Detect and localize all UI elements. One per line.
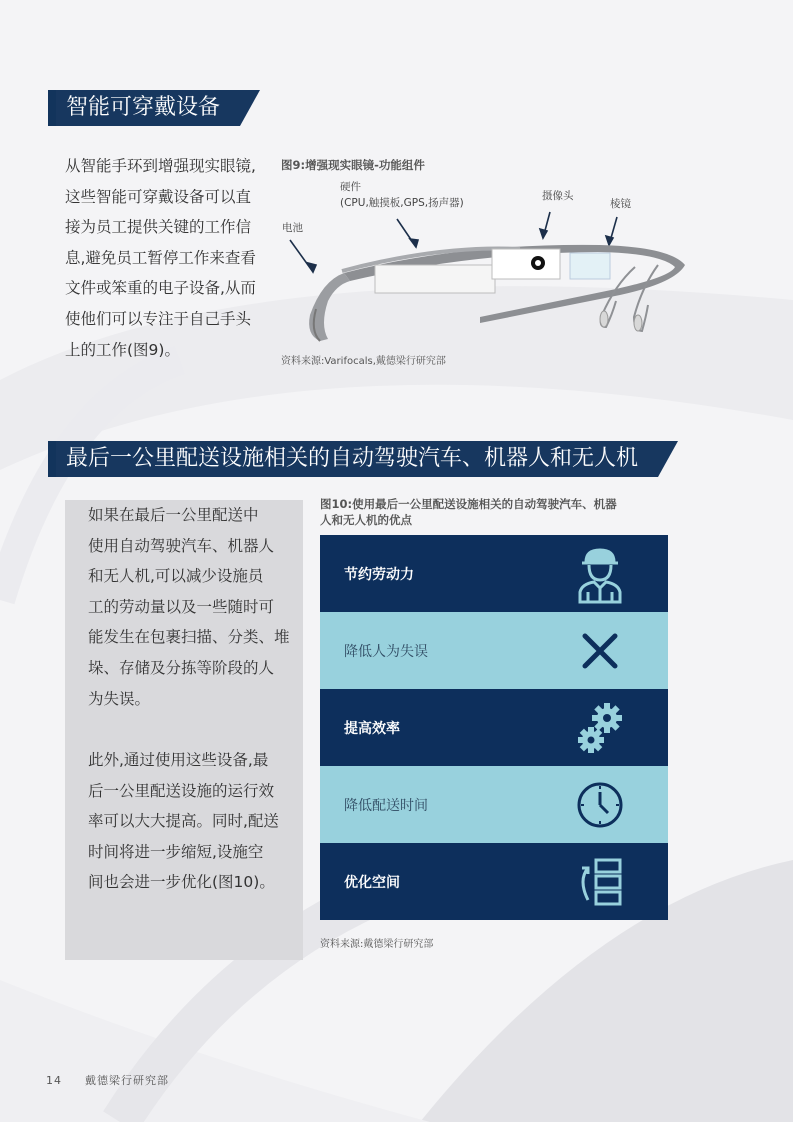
figure10-caption-line2: 人和无人机的优点 [320, 513, 412, 527]
benefit-row-delivery-time [320, 766, 668, 843]
section-title-wearables [48, 90, 260, 126]
wearables-paragraph [65, 151, 256, 365]
section-title-last-mile [48, 441, 678, 477]
label-hardware-line1: 硬件 [340, 181, 361, 193]
text-line: 如果在最后一公里配送中 [88, 506, 259, 524]
text-line: 间也会进一步优化(图10)。 [88, 873, 275, 892]
text-line: 文件或笨重的电子设备,从而 [65, 279, 256, 298]
figure9-caption: 图9:增强现实眼镜-功能组件 [281, 158, 425, 172]
last-mile-paragraph-1 [88, 500, 290, 714]
benefit-label: 提高效率 [344, 720, 400, 737]
text-line: 能发生在包裹扫描、分类、堆 [88, 628, 290, 647]
footer-org-name: 戴德梁行研究部 [85, 1074, 169, 1087]
benefit-row-labor [320, 535, 668, 612]
benefit-label: 优化空间 [344, 874, 400, 891]
figure10-caption-line1: 图10:使用最后一公里配送设施相关的自动驾驶汽车、机器 [320, 497, 617, 511]
label-hardware-line2: (CPU,触摸板,GPS,扬声器) [340, 197, 464, 209]
text-line: 使用自动驾驶汽车、机器人 [88, 536, 275, 555]
text-line: 上的工作(图9)。 [65, 340, 180, 359]
title-tip-shape [240, 90, 260, 126]
callout-arrows [290, 212, 617, 272]
last-mile-paragraph-2 [88, 745, 279, 898]
ar-glasses-illustration [280, 205, 700, 350]
benefit-label: 降低配送时间 [344, 797, 428, 814]
label-camera: 摄像头 [542, 190, 574, 202]
page-number: 14 [46, 1074, 62, 1087]
benefits-table [320, 535, 668, 920]
gears-icon [570, 698, 630, 758]
label-battery: 电池 [282, 222, 303, 234]
benefit-label: 降低人为失误 [344, 643, 428, 660]
worker-icon [570, 544, 630, 604]
text-line: 接为员工提供关键的工作信 [65, 218, 252, 237]
benefit-row-error [320, 612, 668, 689]
title-accent-bar [48, 441, 56, 477]
figure10-source: 资料来源:戴德梁行研究部 [320, 939, 434, 950]
text-line: 后一公里配送设施的运行效 [88, 781, 275, 800]
text-line: 时间将进一步缩短,设施空 [88, 842, 264, 861]
space-optimize-icon [570, 852, 630, 912]
page-footer [46, 1072, 169, 1088]
benefit-row-efficiency [320, 689, 668, 766]
text-line: 率可以大大提高。同时,配送 [88, 812, 279, 831]
label-prism: 棱镜 [610, 198, 631, 210]
figure10-caption [320, 496, 617, 528]
text-line: 此外,通过使用这些设备,最 [88, 751, 269, 769]
text-line: 和无人机,可以减少设施员 [88, 567, 264, 586]
text-line: 工的劳动量以及一些随时可 [88, 597, 275, 616]
title-accent-bar [48, 90, 56, 126]
benefit-label: 节约劳动力 [344, 566, 414, 583]
title-tip-shape [658, 441, 678, 477]
section-title-text: 最后一公里配送设施相关的自动驾驶汽车、机器人和无人机 [56, 441, 658, 477]
text-line: 垛、存储及分拣等阶段的人 [88, 658, 275, 677]
text-line: 息,避免员工暂停工作来查看 [65, 248, 256, 267]
text-line: 这些智能可穿戴设备可以直 [65, 187, 252, 206]
text-line: 使他们可以专注于自己手头 [65, 309, 252, 328]
text-line: 为失误。 [88, 689, 151, 708]
section-title-text: 智能可穿戴设备 [56, 90, 240, 126]
benefit-row-space [320, 843, 668, 920]
clock-icon [570, 775, 630, 835]
text-line: 从智能手环到增强现实眼镜, [65, 157, 256, 175]
figure9-source: 资料来源:Varifocals,戴德梁行研究部 [281, 356, 446, 367]
x-icon [570, 621, 630, 681]
